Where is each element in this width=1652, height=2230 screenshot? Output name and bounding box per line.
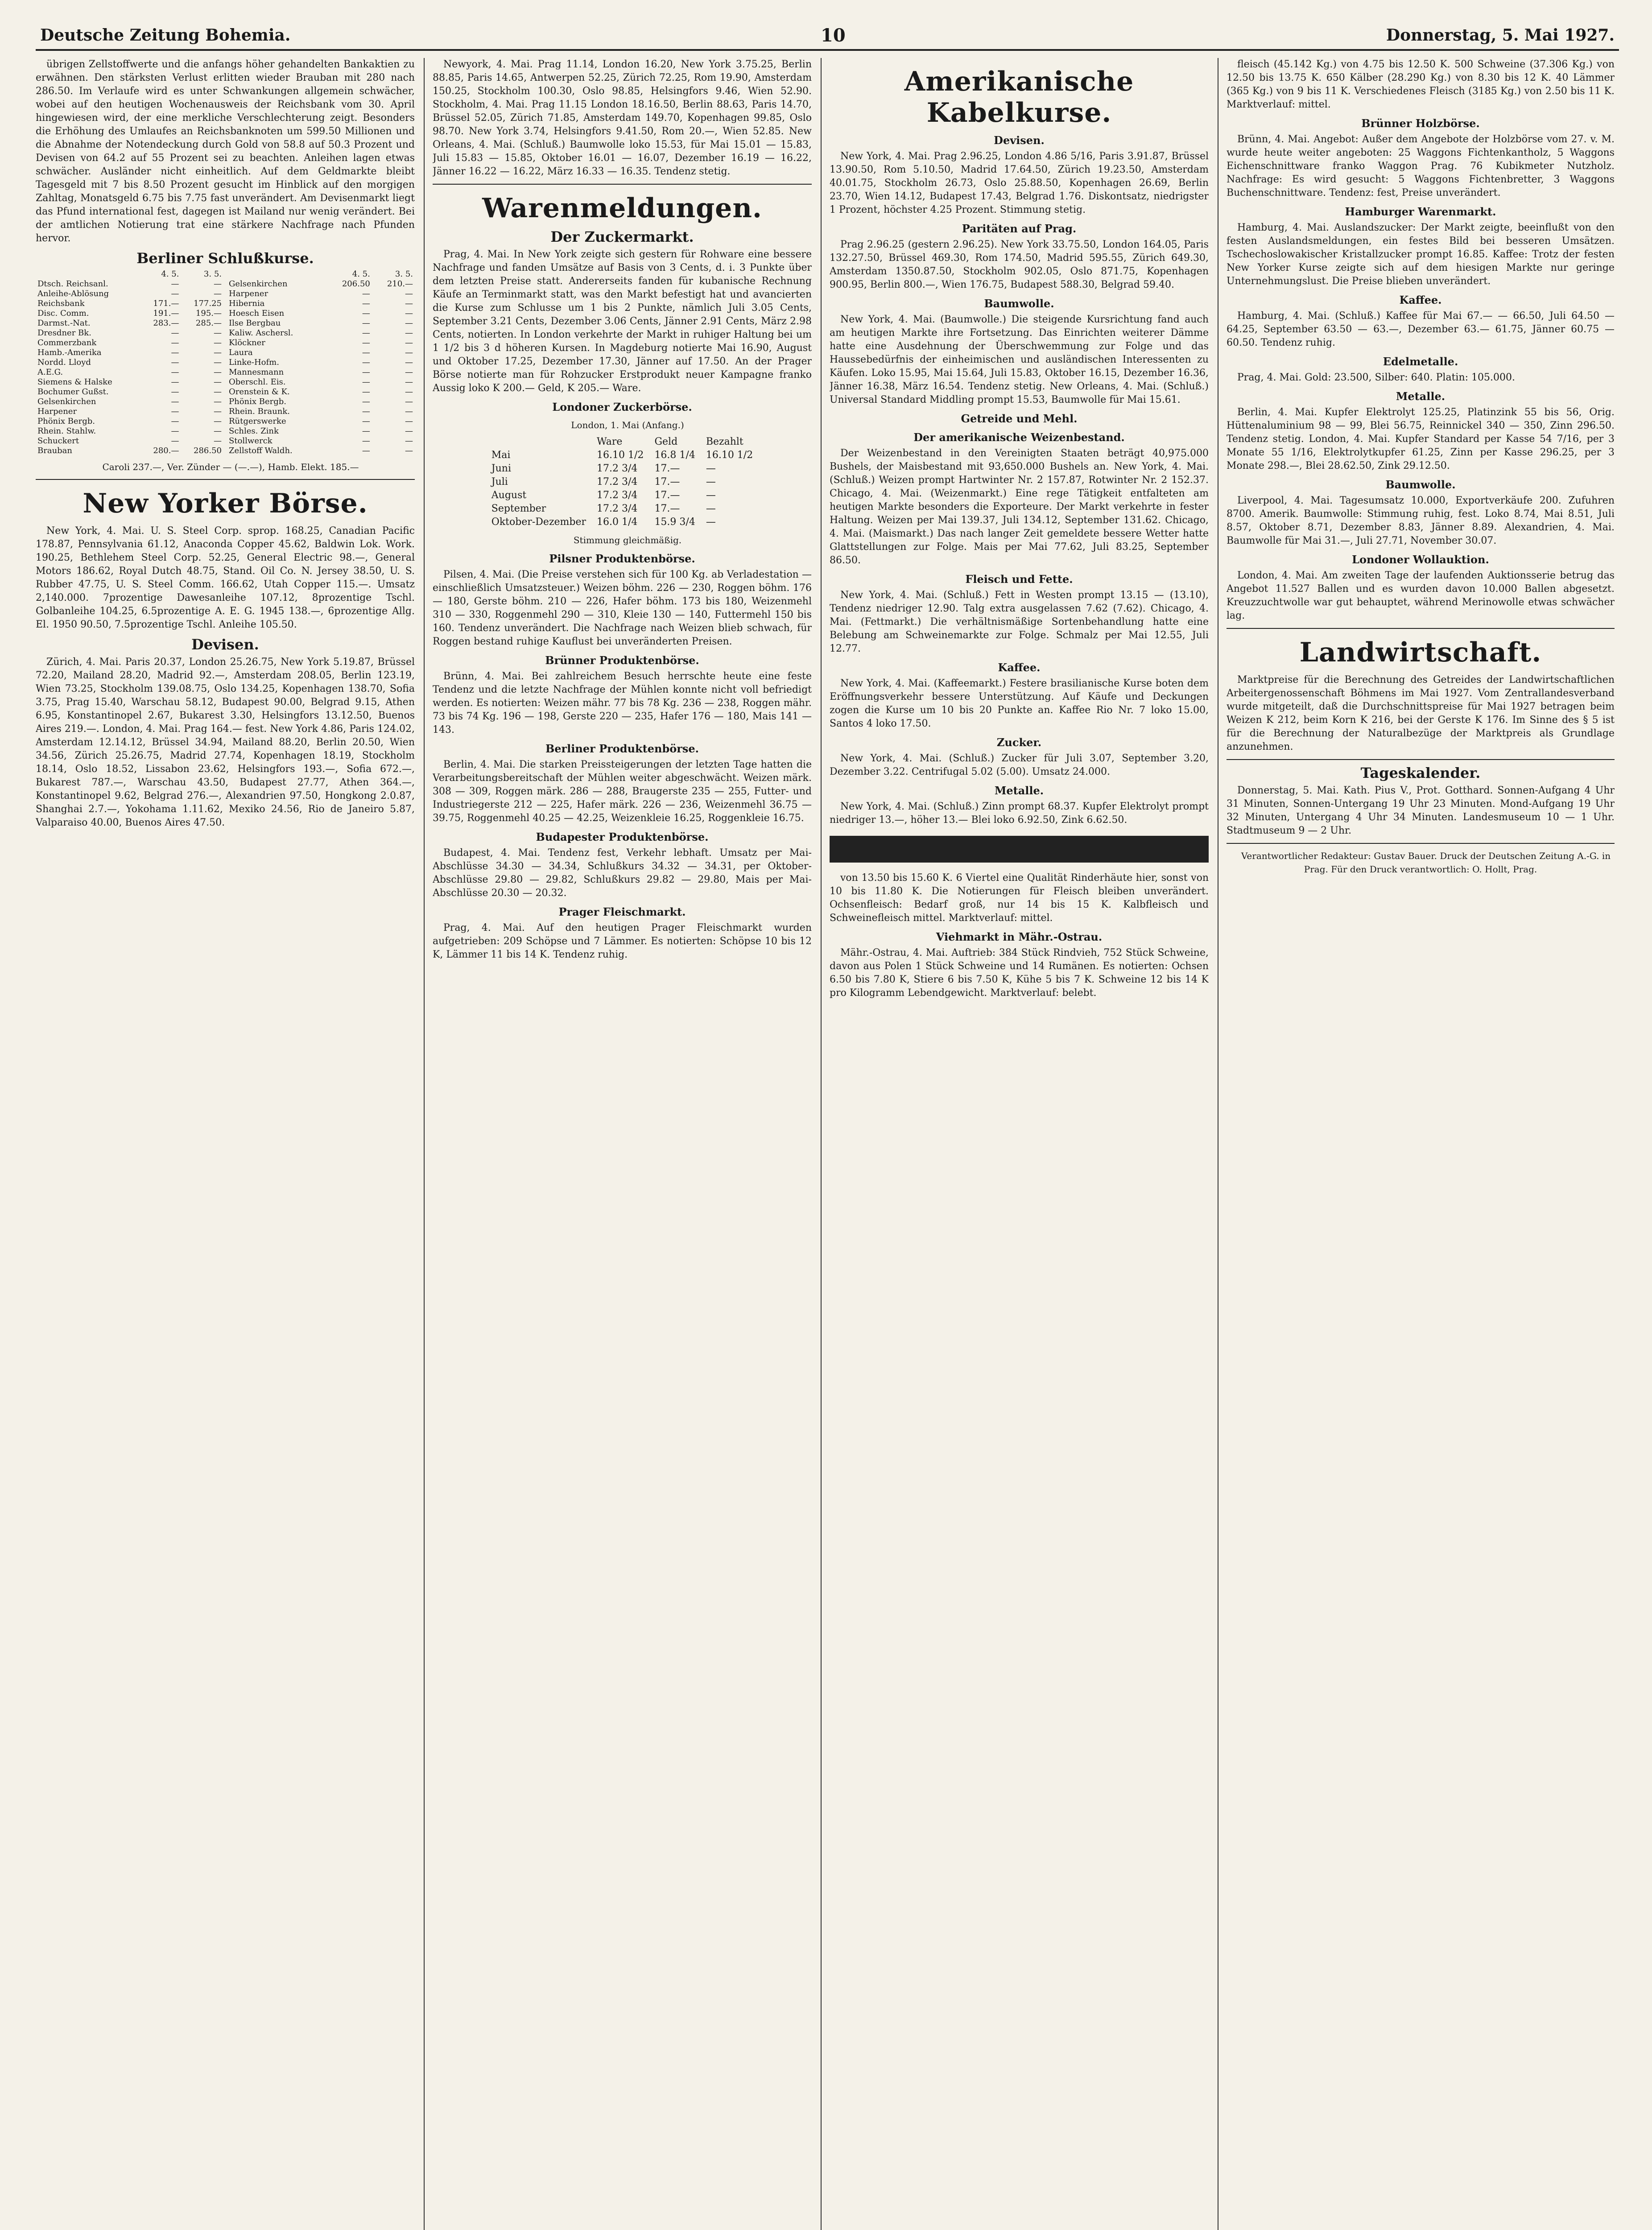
table-row [36,299,223,309]
security-name: Phönix Bergb. [37,417,95,426]
security-name: Gelsenkirchen [229,279,288,289]
table-row [36,417,223,426]
table-row [227,309,415,318]
section-heading: Viehmarkt in Mähr.-Ostrau. [936,930,1103,943]
security-name: Rütgerswerke [229,417,286,426]
quote-value: — [405,377,413,387]
section-heading: Budapester Produktenbörse. [536,830,709,843]
security-name: Anleihe-Ablösung [37,289,109,298]
table-row [227,279,415,289]
section-heading: Der Zuckermarkt. [550,228,694,245]
article-text: New York, 4. Mai. (Kaffeemarkt.) Festere brasilianische Kurse boten dem Eröffnungsverkehr bessere Unterstützung. Auf Käufe und Deckungen zogen die Kurse um 10 bis 20 Punkte an. Kaffee Rio Nr. 7 loko 15.00, Santos 4 loko 17.50. [830,678,1209,729]
table-cell: — [706,490,716,501]
quote-value: 171.— [153,299,179,308]
table-cell: 17.2 3/4 [597,476,638,487]
table-row [227,407,415,417]
quote-value: — [405,289,413,298]
security-name: Rhein. Stahlw. [37,426,96,436]
section-heading: New Yorker Börse. [83,488,368,519]
quote-value: — [362,338,370,347]
table-cell: Juli [491,476,508,487]
security-name: Kaliw. Aschersl. [229,328,293,338]
section-heading: Warenmeldungen. [482,193,762,224]
quote-value: — [405,407,413,416]
article-text: Newyork, 4. Mai. Prag 11.14, London 16.20, New York 3.75.25, Berlin 88.85, Paris 14.65, Antwerpen 52.25, Zürich 72.25, Rom 19.90, Amsterdam 150.25, Stockholm 100.30, Oslo 98.85, Helsingfors 9.46, Wien 52.90. Stockholm, 4. Mai. Prag 11.15 London 18.16.50, Berlin 88.63, Paris 14.70, Brüssel 52.05, Zürich 71.85, Amsterdam 149.70, Kopenhagen 99.85, Oslo 98.70. New York 3.74, Helsingfors 9.41.50, Rom 20.—, Wien 52.85. New Orleans, 4. Mai. (Schluß.) Baumwolle loko 15.53, für Mai 15.01 — 15.83, Juli 15.83 — 15.85, Oktober 16.01 — 16.07, Dezember 16.19 — 16.22, Jänner 16.22 — 16.22, März 16.33 — 16.35. Tendenz stetig. [433,59,812,177]
article-text: von 13.50 bis 15.60 K. 6 Viertel eine Qualität Rinderhäute hier, sonst von 10 bis 11.80 K. Die Notierungen für Fleisch bleiben unverändert. Ochsenfleisch: Bedarf groß, nur 14 bis 15 K. Kalbfleisch und Schweinefleisch mittel. Marktverlauf: mittel. [830,872,1209,924]
article-text: fleisch (45.142 Kg.) von 4.75 bis 12.50 K. 500 Schweine (37.306 Kg.) von 12.50 bis 13.75 K. 650 Kälber (28.290 Kg.) von 8.30 bis 12 K. 40 Lämmer (365 Kg.) von 9 bis 11 K. Verschiedenes Fleisch (3185 Kg.) von 2.50 bis 11 K. Marktverlauf: mittel. [1227,59,1615,110]
quote-value: — [405,328,413,338]
security-name: Harpener [37,407,77,416]
quote-value: — [405,348,413,357]
table-row [227,368,415,377]
table-cell: 17.2 3/4 [597,490,638,501]
table-row [227,318,415,328]
column-header: 3. 5. [395,269,413,279]
article-text: Der Weizenbestand in den Vereinigten Staaten beträgt 40,975.000 Bushels, der Maisbestand mit 93,650.000 Bushels an. New York, 4. Mai. (Schluß.) Weizen prompt Hartwinter Nr. 2 157.87, Rotwinter Nr. 2 152.37. Chicago, 4. Mai. (Weizenmarkt.) Eine rege Tätigkeit entfalteten am heutigen Markte besonders die Exporteure. Der Markt verkehrte in fester Haltung. Weizen per Mai 139.37, Juli 134.12, September 131.62. Chicago, 4. Mai. (Maismarkt.) Das nach langer Zeit gemeldete bessere Wetter hatte Glattstellungen zur Folge. Mais per Mai 77.62, Juli 83.25, September 86.50. [830,448,1209,566]
quote-value: — [214,417,222,426]
security-name: A.E.G. [37,368,63,377]
table-row [36,387,223,397]
article-text: Berlin, 4. Mai. Die starken Preissteigerungen der letzten Tage hatten die Verarbeitungsbereitschaft der Mühlen weiter abgeschwächt. Weizen märk. 308 — 309, Roggen märk. 286 — 288, Braugerste 235 — 255, Futter- und Industriegerste 212 — 225, Hafer märk. 226 — 236, Weizenmehl 36.75 — 39.75, Roggenmehl 40.25 — 42.25, Weizenkleie 16.25, Roggenkleie 16.75. [433,759,812,824]
quote-value: — [171,348,179,357]
quote-value: — [214,279,222,289]
article-text: Hamburg, 4. Mai. (Schluß.) Kaffee für Mai 67.— — 66.50, Juli 64.50 — 64.25, September 63.50 — 63.—, Dezember 63.— 61.75, Jänner 60.75 — 60.50. Tendenz ruhig. [1227,310,1615,348]
quote-value: — [362,407,370,416]
black-bar [830,836,1209,863]
quote-value: — [214,368,222,377]
section-heading: Tageskalender. [1360,764,1481,781]
table-row [227,397,415,407]
quote-value: — [171,417,179,426]
table-row [227,426,415,436]
security-name: Darmst.-Nat. [37,318,91,328]
quote-value: — [214,289,222,298]
table-row [227,338,415,348]
quote-value: — [214,377,222,387]
column-2 [433,58,812,2230]
table-row [227,446,415,456]
table-cell: September [491,503,546,514]
article-text: New York, 4. Mai. (Schluß.) Zucker für Juli 3.07, September 3.20, Dezember 3.22. Centrifugal 5.02 (5.00). Umsatz 24.000. [830,753,1209,777]
security-name: Phönix Bergb. [229,397,287,406]
table-row [227,436,415,446]
quote-value: — [214,426,222,436]
security-name: Linke-Hofm. [229,358,279,367]
security-name: Hoesch Eisen [229,309,285,318]
newspaper-page [36,22,1619,2230]
table-cell: Geld [654,436,678,447]
table-row [36,338,223,348]
quote-value: 286.50 [194,446,222,455]
section-heading: Fleisch und Fette. [965,573,1073,586]
section-heading: Kaffee. [998,661,1041,674]
security-name: Reichsbank [37,299,85,308]
table-cell: — [706,516,716,528]
security-name: Commerzbank [37,338,97,347]
article-text: Prag, 4. Mai. Gold: 23.500, Silber: 640. Platin: 105.000. [1237,372,1515,383]
section-heading: Getreide und Mehl. [961,412,1078,425]
column-header [227,269,326,279]
section-heading: Hamburger Warenmarkt. [1345,205,1496,218]
table-row [36,426,223,436]
quote-value: 206.50 [342,279,370,289]
article-text: New York, 4. Mai. (Schluß.) Fett in Westen prompt 13.15 — (13.10), Tendenz niedriger 12.90. Talg extra ausgelassen 7.62 (7.62). Chicago, 4. Mai. (Fettmarkt.) Die verhältnismäßige Sortenbehandlung hatte eine Belebung am Schweinemarkte zur Folge. Schmalz per Mai 12.55, Juli 12.77. [830,590,1209,654]
quote-value: — [214,358,222,367]
table-cell: 17.— [654,463,680,474]
security-name: Siemens & Halske [37,377,112,387]
security-name: Stollwerck [229,436,273,446]
table-row [36,309,223,318]
security-name: Mannesmann [229,368,284,377]
table-header-row [36,269,223,279]
paper-title: Deutsche Zeitung Bohemia. [40,26,291,45]
quote-value: — [171,279,179,289]
table-cell: 17.— [654,490,680,501]
quote-value: — [171,426,179,436]
table-cell: 17.— [654,503,680,514]
quote-value: — [171,328,179,338]
quote-value: — [171,368,179,377]
quote-value: — [171,407,179,416]
quote-value: 177.25 [194,299,222,308]
quote-value: — [214,338,222,347]
quote-value: — [214,397,222,406]
security-name: Dresdner Bk. [37,328,91,338]
table-row [227,387,415,397]
section-heading: Der amerikanische Weizenbestand. [913,431,1125,444]
column-rule [821,58,822,2230]
article-text: New York, 4. Mai. Prag 2.96.25, London 4.86 5/16, Paris 3.91.87, Brüssel 13.90.50, Rom 5.10.50, Madrid 17.64.50, Zürich 19.23.50, Amsterdam 40.01.75, Stockholm 26.73, Oslo 25.88.50, Kopenhagen 26.69, Berlin 23.70, Wien 14.12, Budapest 17.43, Belgrad 1.76. Diskontsatz, niedrigster 1 Prozent, höchster 4.25 Prozent. Stimmung stetig. [830,151,1209,215]
quote-value: — [362,358,370,367]
table-row [36,407,223,417]
section-heading: Zucker. [996,736,1042,749]
table-row [36,368,223,377]
section-heading: Berliner Produktenbörse. [545,742,699,755]
quote-value: 191.— [153,309,179,318]
table-row [227,289,415,299]
article-text: Liverpool, 4. Mai. Tagesumsatz 10.000, Exportverkäufe 200. Zufuhren 8700. Amerik. Baumwolle: Stimmung ruhig, fest. Loko 8.74, Mai 8.51, Juli 8.57, Oktober 8.71, Dezember 8.83, Jänner 8.89. Alexandrien, 4. Mai. Baumwolle für Mai 31.—, Juli 27.71, November 30.07. [1227,495,1615,546]
article-text: Prag, 4. Mai. In New York zeigte sich gestern für Rohware eine bessere Nachfrage und fanden Umsätze auf Basis von 3 Cents, d. i. 3 Punkte über dem letzten Preise statt. Andererseits fanden für kubanische Rechnung Käufe an Terminmarkt statt, was den Markt befestigt hat und avancierten die Kurse zum Schlusse um 1 bis 2 Punkte, nämlich Juli 3.05 Cents, September 3.21 Cents, Dezember 3.06 Cents, Jänner 2.91 Cents, März 2.98 Cents, notierten. In London verkehrte der Markt in ruhiger Haltung bei um 1 1/2 bis 3 d höheren Kursen. In Magdeburg notierte Mai 16.90, August und Oktober 17.25, Dezember 17.30, Jänner auf 17.50. An der Prager Börse notierte man für Rohzucker Erstprodukt neuer Kampagne franko Aussig loko K 200.— Geld, K 205.— Ware. [433,249,812,394]
security-name: Hamb.-Amerika [37,348,102,357]
table-row [36,318,223,328]
column-header: 3. 5. [203,269,222,279]
table-cell: 17.2 3/4 [597,463,638,474]
article-text: Prag, 4. Mai. Auf den heutigen Prager Fleischmarkt wurden aufgetrieben: 209 Schöpse und 7 Lämmer. Es notierten: Schöpse 10 bis 12 K, Lämmer 11 bis 14 K. Tendenz ruhig. [433,922,812,960]
section-heading: Amerikanische Kabelkurse. [904,66,1134,128]
table-cell: 16.10 1/2 [706,450,753,461]
table-row [36,436,223,446]
masthead [36,22,1619,51]
article-text: Donnerstag, 5. Mai. Kath. Pius V., Prot. Gotthard. Sonnen-Aufgang 4 Uhr 31 Minuten, Sonnen-Untergang 19 Uhr 23 Minuten. Mond-Aufgang 19 Uhr 32 Minuten, Untergang 4 Uhr 34 Minuten. Landesmuseum 10 — 1 Uhr. Stadtmuseum 9 — 2 Uhr. [1227,785,1615,836]
quote-value: — [362,328,370,338]
table-row [36,358,223,368]
table-cell: — [706,476,716,487]
article-text: Hamburg, 4. Mai. Auslandszucker: Der Markt zeigte, beeinflußt von den festen Auslandsmeldungen, ein festes Bild bei besseren Umsätzen. Tschechoslowakischer Kristallzucker prompt 16.85. Kaffee: Trotz der festen New Yorker Kurse zeigte sich auf dem hiesigen Markte nur geringe Unternehmungslust. Die Preise blieben unverändert. [1227,222,1615,287]
section-heading: Pilsner Produktenbörse. [549,552,695,565]
section-heading: Baumwolle. [984,297,1054,310]
divider [1227,628,1615,629]
quote-value: — [405,387,413,396]
article-text: übrigen Zellstoffwerte und die anfangs höher gehandelten Bankaktien zu erwähnen. Den stärksten Verlust erlitten wieder Brauban mit 280 nach 286.50. Im Verlaufe wird es unter Schwankungen allgemein schwächer, wobei auf den heutigen Wochenausweis der Reichsbank vom 30. April hingewiesen wird, der eine merkliche Verschlechterung zeigt. Besonders die Erhöhung des Umlaufes an Reichsbanknoten um 599.50 Millionen und die Abnahme der Notendeckung durch Gold von 58.8 auf 50.3 Prozent und Devisen von 64.2 auf 55 Prozent sei zu beachten. Anleihen lagen etwas schwächer. Ausländer nicht einheitlich. Auf dem Geldmarkte bleibt Tagesgeld mit 7 bis 8.50 Prozent gesucht im Hinblick auf den morgigen Zahltag, Monatsgeld 6.75 bis 7.75 fast unverändert. Am Devisenmarkt liegt das Pfund international fest, dagegen ist Mailand nur wenig verändert. Bei der amtlichen Notierung trat eine stärkere Nachfrage nach Pfunden hervor. [36,59,415,244]
section-heading: Brünner Holzbörse. [1361,117,1480,130]
table-row [486,516,758,529]
quote-value: — [405,417,413,426]
security-name: Brauban [37,446,73,455]
table-cell: — [706,463,716,474]
quote-value: — [405,426,413,436]
quote-value: — [362,289,370,298]
quote-value: — [362,387,370,396]
quote-value: — [405,309,413,318]
quote-value: — [214,328,222,338]
security-name: Ilse Bergbau [229,318,281,328]
quote-value: — [362,309,370,318]
quote-value: — [171,289,179,298]
quote-value: — [171,397,179,406]
article-text: Marktpreise für die Berechnung des Getreides der Landwirtschaftlichen Arbeitergenossenschaft Böhmens im Mai 1927. Vom Zentrallandesverband wurde mitgeteilt, daß die Durchschnittspreise für Mai 1927 betragen beim Weizen K 212, beim Korn K 216, bei der Gerste K 176. Im Sinne des § 5 ist für die Berechnung der Naturalbezüge der Marktpreis als Grundlage anzunehmen. [1227,674,1615,752]
column-header: 4. 5. [352,269,370,279]
security-name: Laura [229,348,253,357]
quote-value: 195.— [195,309,222,318]
divider [1227,843,1615,844]
section-heading: Edelmetalle. [1383,355,1458,368]
table-row [227,358,415,368]
page-number: 10 [821,25,846,46]
quote-value: — [362,426,370,436]
quote-value: — [214,387,222,396]
column-header [36,269,141,279]
article-text: Prag 2.96.25 (gestern 2.96.25). New York 33.75.50, London 164.05, Paris 132.27.50, Brüssel 469.30, Rom 174.50, Madrid 595.55, Zürich 649.30, Amsterdam 1350.87.50, Stockholm 902.05, Oslo 871.75, Kopenhagen 900.95, Berlin 800.—, Wien 176.75, Budapest 588.30, Belgrad 59.40. [830,239,1209,290]
table-row [486,462,758,475]
quote-value: — [405,397,413,406]
section-heading: Landwirtschaft. [1299,637,1542,668]
table-cell: Juni [491,463,511,474]
divider [1227,759,1615,760]
table-row [486,489,758,502]
quote-footer: Caroli 237.—, Ver. Zünder — (—.—), Hamb. Elekt. 185.— [102,462,359,472]
column-3 [830,58,1209,2230]
table-row [227,377,415,387]
quote-value: 283.— [153,318,179,328]
article-text: Zürich, 4. Mai. Paris 20.37, London 25.26.75, New York 5.19.87, Brüssel 72.20, Mailand 28.20, Madrid 92.—, Amsterdam 208.05, Berlin 123.19, Wien 73.25, Stockholm 139.08.75, Oslo 134.25, Kopenhagen 138.70, Sofia 3.75, Prag 15.40, Warschau 58.12, Budapest 90.00, Belgrad 9.15, Athen 6.95, Konstantinopel 2.67, Bukarest 3.30, Helsingfors 13.12.50, Buenos Aires 219.—. London, 4. Mai. Prag 164.— fest. New York 4.86, Paris 124.02, Amsterdam 12.14.12, Brüssel 34.94, Mailand 88.20, Berlin 20.50, Wien 34.56, Zürich 25.26.75, Madrid 27.74, Kopenhagen 18.19, Stockholm 18.14, Oslo 18.52, Lissabon 23.62, Helsingfors 193.—, Sofia 672.—, Bukarest 787.—, Warschau 43.50, Budapest 27.77, Athen 364.—, Konstantinopel 9.62, Belgrad 276.—, Alexandrien 97.50, Hongkong 2.0.87, Shanghai 2.7.—, Yokohama 1.11.62, Mexiko 24.56, Rio de Janeiro 5.87, Valparaiso 40.00, Buenos Aires 47.50. [36,657,415,828]
quote-value: — [405,436,413,446]
quote-value: — [171,387,179,396]
article-text: London, 4. Mai. Am zweiten Tage der laufenden Auktionsserie betrug das Angebot 11.527 Ballen und es wurden davon 10.000 Ballen abgesetzt. Kreuzzuchtwolle war gut behauptet, während Merinowolle etwas schwächer lag. [1227,570,1615,621]
section-heading: Londoner Zuckerbörse. [552,401,692,413]
article-text: Mähr.-Ostrau, 4. Mai. Auftrieb: 384 Stück Rindvieh, 752 Stück Schweine, davon aus Polen 1 Stück Schweine und 14 Rumänen. Es notierten: Ochsen 6.50 bis 7.80 K, Stiere 6 bis 7.50 K, Kühe 5 bis 7 K. Schweine 12 bis 14 K pro Kilogramm Lebendgewicht. Marktverlauf: belebt. [830,947,1209,999]
table-row [227,328,415,338]
table-row [36,348,223,358]
table-header-row [227,269,415,279]
table-row [36,328,223,338]
imprint: Verantwortlicher Redakteur: Gustav Bauer. Druck der Deutschen Zeitung A.-G. in Prag. Für den Druck verantwortlich: O. Hollt, Prag. [1241,851,1611,875]
security-name: Schles. Zink [229,426,279,436]
table-header-row [486,435,758,449]
security-name: Rhein. Braunk. [229,407,290,416]
quote-value: — [171,338,179,347]
article-text: Brünn, 4. Mai. Angebot: Außer dem Angebote der Holzbörse vom 27. v. M. wurde heute weiter angeboten: 25 Waggons Fichtenkantholz, 5 Waggons Eichenschnittware franko Waggon Prag. 76 Kubikmeter Nutzholz. Nachfrage: Es wird gesucht: 5 Waggons Fichtenbretter, 3 Waggons Buchenschnittware. Tendenz: fest, Preise unverändert. [1227,134,1615,198]
berlin-quotes [36,269,415,456]
table-row [486,449,758,462]
security-name: Gelsenkirchen [37,397,96,406]
column-rule [424,58,425,2230]
quote-value: 210.— [387,279,413,289]
section-heading: Devisen. [994,134,1045,147]
quote-value: — [362,446,370,455]
quote-value: 280.— [153,446,179,455]
security-name: Dtsch. Reichsanl. [37,279,108,289]
security-name: Disc. Comm. [37,309,89,318]
table-row [36,397,223,407]
table-cell: 17.2 3/4 [597,503,638,514]
quote-value: — [405,358,413,367]
divider [36,479,415,480]
security-name: Schuckert [37,436,79,446]
quote-value: — [405,446,413,455]
section-heading: Londoner Wollauktion. [1352,553,1489,566]
table-row [36,289,223,299]
security-name: Nordd. Lloyd [37,358,91,367]
column-4 [1227,58,1615,2230]
security-name: Zellstoff Waldh. [229,446,293,455]
table-cell: Bezahlt [706,436,743,447]
section-heading: Baumwolle. [1385,478,1456,491]
divider [433,184,812,185]
section-heading: Metalle. [1396,390,1446,403]
quote-value: — [362,348,370,357]
quote-value: — [171,436,179,446]
table-cell: — [706,503,716,514]
price-table [486,435,758,529]
table-cell: 16.10 1/2 [597,450,644,461]
table-cell: Oktober-Dezember [491,516,586,528]
quote-value: — [214,348,222,357]
section-heading: Prager Fleischmarkt. [558,905,686,918]
article-text: Berlin, 4. Mai. Kupfer Elektrolyt 125.25, Platinzink 55 bis 56, Orig. Hüttenaluminium 98 — 99, Blei 56.75, Reinnickel 340 — 350, Zinn 296.50. Tendenz stetig. London, 4. Mai. Kupfer Standard per Kasse 54 7/16, per 3 Monate 55 1/16, Elektrolytkupfer 61.25, Zinn per Kasse 296.25, per 3 Monate 298.—, Blei 28.62.50, Zink 29.12.50. [1227,407,1615,471]
table-cell: 15.9 3/4 [654,516,695,528]
table-cell: 17.— [654,476,680,487]
quote-value: 285.— [195,318,222,328]
table-row [36,377,223,387]
quote-table [227,269,415,456]
quote-value: — [362,417,370,426]
table-cell: 16.8 1/4 [654,450,695,461]
table-row [486,502,758,516]
quote-value: — [362,377,370,387]
column-1 [36,58,415,2230]
table-note: Stimmung gleichmäßig. [573,535,682,545]
table-row [36,446,223,456]
section-heading: Metalle. [994,784,1044,797]
quote-value: — [362,368,370,377]
quote-value: — [405,299,413,308]
article-text: Pilsen, 4. Mai. (Die Preise verstehen sich für 100 Kg. ab Verladestation — einschließlich Umsatzsteuer.) Weizen böhm. 226 — 230, Roggen böhm. 176 — 180, Gerste böhm. 210 — 226, Hafer böhm. 173 bis 180, Weizenmehl 310 — 330, Roggenmehl 290 — 310, Kleie 130 — 140, Futtermehl 150 bis 160. Tendenz unverändert. Die Nachfrage nach Weizen blieb schwach, für Roggen bestand ruhige Kauflust bei unveränderten Preisen. [433,569,812,647]
quote-value: — [214,436,222,446]
security-name: Harpener [229,289,268,298]
table-cell: Mai [491,450,511,461]
table-cell: August [491,490,527,501]
article-text: New York, 4. Mai. U. S. Steel Corp. sprop. 168.25, Canadian Pacific 178.87, Pennsylvania 61.12, Anaconda Copper 45.62, Baldwin Lok. Work. 190.25, Bethlehem Steel Corp. 52.25, General Electric 98.—, General Motors 186.62, Royal Dutch 48.75, Stand. Oil Co. N. Jersey 38.50, U. S. Rubber 47.75, U. S. Steel Comm. 166.62, Utah Copper 115.—. Umsatz 2,140.000. 7prozentige Dawesanleihe 107.12, 8prozentige Tschl. Golbanleihe 104.25, 6.5prozentige A. E. G. 1945 138.—, 6prozentige Allg. El. 1950 90.50, 7.5prozentige Tschl. Anleihe 105.50. [36,525,415,630]
quote-value: — [405,318,413,328]
section-heading: Berliner Schlußkurse. [136,250,314,267]
quote-value: — [362,397,370,406]
security-name: Klöckner [229,338,265,347]
table-row [227,348,415,358]
security-name: Orenstein & K. [229,387,290,396]
column-header: 4. 5. [161,269,179,279]
article-text: Budapest, 4. Mai. Tendenz fest, Verkehr lebhaft. Umsatz per Mai-Abschlüsse 34.30 — 34.34, Schlußkurs 34.32 — 34.31, per Oktober-Abschlüsse 29.80 — 29.82, Schlußkurs 29.82 — 29.80, Mais per Mai-Abschlüsse 20.30 — 20.32. [433,847,812,899]
quote-value: — [171,358,179,367]
article-text: New York, 4. Mai. (Baumwolle.) Die steigende Kursrichtung fand auch am heutigen Markte ihre Fortsetzung. Das Einrichten weiterer Dämme hatte eine Ausdehnung der Überschwemmung zur Folge und das Haussebedürfnis der einheimischen und ausländischen Interessenten zu Käufen. Loko 15.95, Mai 15.64, Juli 15.83, Oktober 16.15, Dezember 16.36, Jänner 16.38, März 16.54. Tendenz stetig. New Orleans, 4. Mai. (Schluß.) Universal Standard Middling prompt 15.53, Baumwolle für Mai 15.61. [830,314,1209,405]
section-heading: Brünner Produktenbörse. [545,654,699,667]
table-cell: 16.0 1/4 [597,516,638,528]
table-row [227,299,415,309]
quote-value: — [405,338,413,347]
quote-value: — [362,299,370,308]
quote-value: — [171,377,179,387]
quote-value: — [362,318,370,328]
security-name: Hibernia [229,299,265,308]
table-caption: London, 1. Mai (Anfang.) [571,420,684,430]
article-text: Brünn, 4. Mai. Bei zahlreichem Besuch herrschte heute eine feste Tendenz und die letzte Nachfrage der Mühlen konnte nicht voll befriedigt werden. Es notierten: Weizen mähr. 77 bis 78 Kg. 236 — 238, Roggen mähr. 73 bis 74 Kg. 196 — 198, Gerste 220 — 235, Hafer 176 — 180, Mais 141 — 143. [433,671,812,735]
quote-value: — [405,368,413,377]
table-row [227,417,415,426]
section-heading: Kaffee. [1399,293,1442,306]
table-row [486,475,758,489]
table-cell: Ware [597,436,623,447]
quote-table [36,269,223,456]
table-row [36,279,223,289]
issue-date: Donnerstag, 5. Mai 1927. [1386,26,1615,45]
section-heading: Devisen. [191,636,259,653]
article-text: New York, 4. Mai. (Schluß.) Zinn prompt 68.37. Kupfer Elektrolyt prompt niedriger 13.—, höher 13.— Blei loko 6.92.50, Zink 6.62.50. [830,801,1209,826]
quote-value: — [362,436,370,446]
section-heading: Paritäten auf Prag. [962,222,1077,235]
quote-value: — [214,407,222,416]
security-name: Bochumer Gußst. [37,387,109,396]
table-cell [486,435,591,449]
security-name: Oberschl. Eis. [229,377,286,387]
